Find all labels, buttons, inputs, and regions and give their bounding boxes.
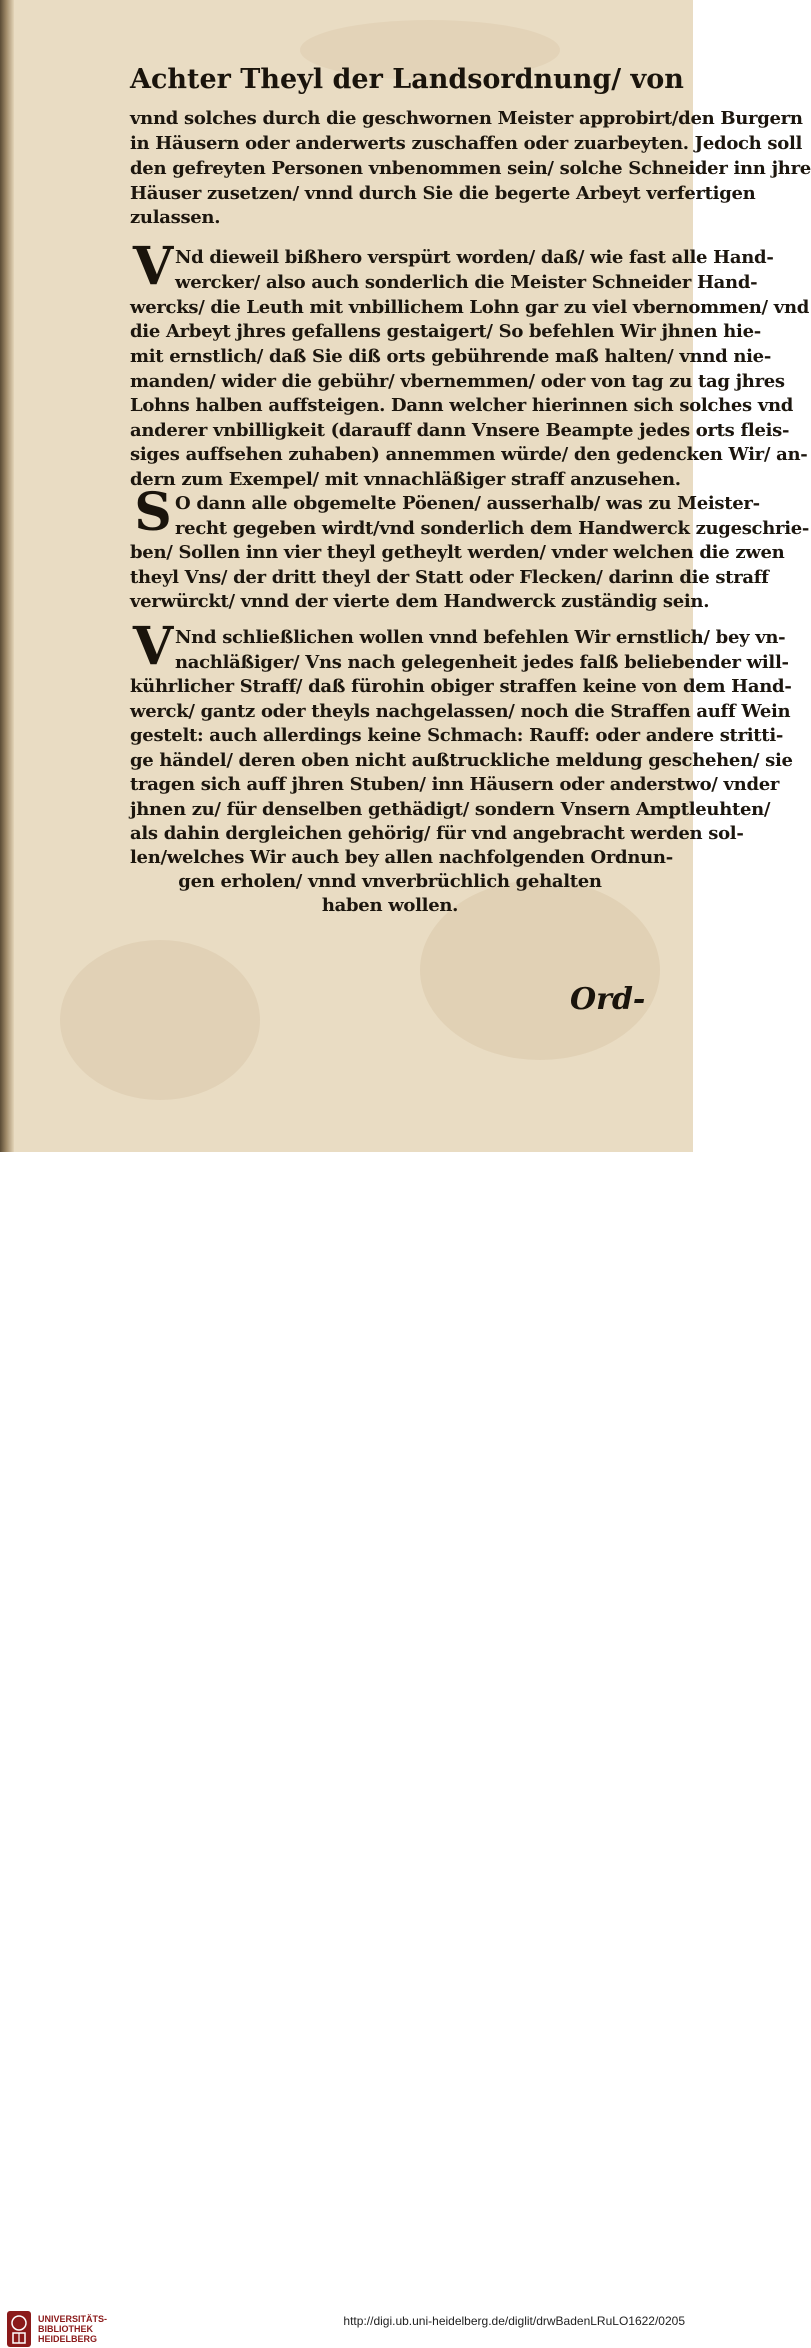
text-line: in Häusern oder anderwerts zuschaffen oder zuarbeyten. Jedoch soll <box>130 133 803 154</box>
university-library-seal-icon[interactable] <box>6 2310 32 2348</box>
text-line: tragen sich auff jhren Stuben/ inn Häusern oder anderstwo/ vnder <box>130 774 780 795</box>
text-line: haben wollen. <box>321 895 459 916</box>
library-name-line: UNIVERSITÄTS- <box>38 2314 108 2324</box>
text-line: wercks/ die Leuth mit vnbillichem Lohn gar zu viel vbernommen/ vnd <box>130 297 810 318</box>
text-line: verwürckt/ vnnd der vierte dem Handwerck zuständig sein. <box>130 591 710 612</box>
text-line: siges auffsehen zuhaben) annemmen würde/ den gedencken Wir/ an- <box>130 444 808 465</box>
drop-initial: V <box>132 616 174 677</box>
text-line: anderer vnbilligkeit (darauff dann Vnsere Beampte jedes orts fleis- <box>130 420 790 441</box>
page-scan <box>0 0 811 1152</box>
text-line: nachläßiger/ Vns nach gelegenheit jedes falß beliebender will- <box>175 652 789 673</box>
text-line: dern zum Exempel/ mit vnnachläßiger straff anzusehen. <box>130 469 681 490</box>
text-line: mit ernstlich/ daß Sie diß orts gebührende maß halten/ vnnd nie- <box>130 346 772 367</box>
library-name-line: BIBLIOTHEK <box>38 2324 93 2334</box>
text-line: wercker/ also auch sonderlich die Meister Schneider Hand- <box>175 272 758 293</box>
permalink-url[interactable]: http://digi.ub.uni-heidelberg.de/diglit/drwBadenLRuLO1622/0205 <box>343 2314 685 2328</box>
text-line: werck/ gantz oder theyls nachgelassen/ noch die Straffen auff Wein <box>130 701 791 722</box>
footer-bar <box>0 1152 693 2344</box>
text-line: Nnd schließlichen wollen vnnd befehlen Wir ernstlich/ bey vn- <box>175 627 786 648</box>
text-line: gen erholen/ vnnd vnverbrüchlich gehalten <box>178 871 602 892</box>
text-line: ge händel/ deren oben nicht außtruckliche meldung geschehen/ sie <box>130 750 793 771</box>
text-line: die Arbeyt jhres gefallens gestaigert/ So befehlen Wir jhnen hie- <box>130 321 761 342</box>
drop-initial: V <box>132 236 174 297</box>
text-line: len/welches Wir auch bey allen nachfolgenden Ordnun- <box>130 847 673 868</box>
drop-initial: S <box>134 482 172 543</box>
text-line: jhnen zu/ für denselben gethädigt/ sondern Vnsern Amptleuhten/ <box>130 799 771 820</box>
text-line: theyl Vns/ der dritt theyl der Statt oder Flecken/ darinn die straff <box>130 567 769 588</box>
text-line: Häuser zusetzen/ vnnd durch Sie die begerte Arbeyt verfertigen <box>130 183 756 204</box>
book-spine-shadow <box>0 0 14 1152</box>
text-line: manden/ wider die gebühr/ vbernemmen/ oder von tag zu tag jhres <box>130 371 785 392</box>
text-line: recht gegeben wirdt/vnd sonderlich dem Handwerck zugeschrie- <box>175 518 810 539</box>
text-line: vnnd solches durch die geschwornen Meister approbirt/den Burgern <box>130 108 803 129</box>
library-name <box>38 2314 107 2344</box>
text-line: kührlicher Straff/ daß fürohin obiger straffen keine von dem Hand- <box>130 676 792 697</box>
running-head: Achter Theyl der Landsordnung/ von <box>130 64 684 95</box>
text-line: zulassen. <box>130 207 221 228</box>
text-line: den gefreyten Personen vnbenommen sein/ solche Schneider inn jhre <box>130 158 811 179</box>
text-line: Nd dieweil bißhero verspürt worden/ daß/ wie fast alle Hand- <box>175 247 774 268</box>
text-line: als dahin dergleichen gehörig/ für vnd angebracht werden sol- <box>130 823 744 844</box>
paper-stain <box>60 940 260 1100</box>
catchword: Ord- <box>570 982 646 1017</box>
text-line: ben/ Sollen inn vier theyl getheylt werden/ vnder welchen die zwen <box>130 542 785 563</box>
text-line: gestelt: auch allerdings keine Schmach: Rauff: oder andere stritti- <box>130 725 784 746</box>
text-line: Lohns halben auffsteigen. Dann welcher hierinnen sich solches vnd <box>130 395 794 416</box>
library-name-line: HEIDELBERG <box>38 2334 98 2344</box>
text-line: O dann alle obgemelte Pöenen/ ausserhalb/ was zu Meister- <box>175 493 760 514</box>
